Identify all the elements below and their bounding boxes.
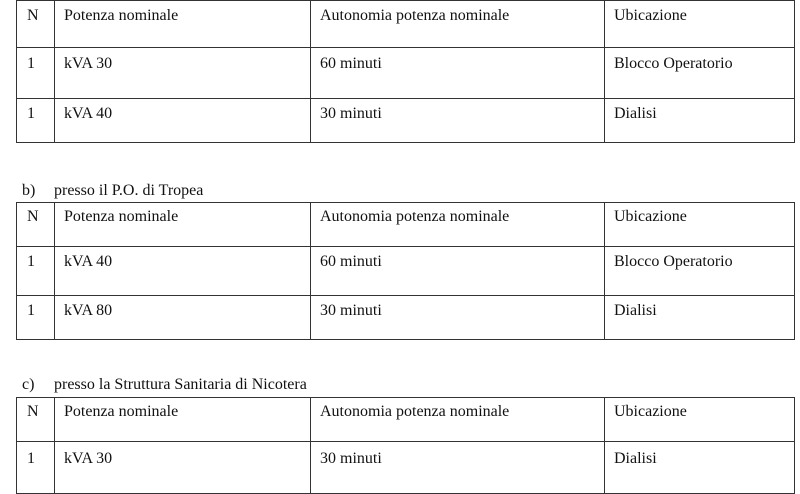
section-b-text: presso il P.O. di Tropea [54,182,204,199]
header-potenza-nominale: Potenza nominale [55,203,311,247]
cell-n: 1 [17,247,55,296]
header-ubicazione: Ubicazione [605,398,795,442]
cell-ubicazione: Blocco Operatorio [605,247,795,296]
section-b-title [22,182,203,200]
table-row [17,99,795,143]
header-n: N [17,1,55,48]
header-potenza-nominale: Potenza nominale [55,398,311,442]
table-row [17,247,795,296]
generator-table-c [16,397,795,494]
generator-table-b [16,202,795,340]
generator-table-a [16,0,795,143]
cell-autonomia: 60 minuti [311,247,605,296]
header-autonomia: Autonomia potenza nominale [311,203,605,247]
header-n: N [17,203,55,247]
section-c-text: presso la Struttura Sanitaria di Nicotera [54,376,307,393]
section-c-letter: c) [22,376,35,393]
cell-ubicazione: Blocco Operatorio [605,48,795,99]
cell-potenza: kVA 40 [55,99,311,143]
cell-potenza: kVA 30 [55,442,311,494]
header-ubicazione: Ubicazione [605,1,795,48]
section-c-title [22,376,307,394]
header-n: N [17,398,55,442]
table-row [17,48,795,99]
cell-potenza: kVA 80 [55,296,311,340]
cell-autonomia: 60 minuti [311,48,605,99]
cell-n: 1 [17,99,55,143]
cell-autonomia: 30 minuti [311,442,605,494]
header-potenza-nominale: Potenza nominale [55,1,311,48]
cell-n: 1 [17,48,55,99]
cell-ubicazione: Dialisi [605,99,795,143]
table-header-row [17,398,795,442]
cell-n: 1 [17,442,55,494]
table-header-row [17,1,795,48]
table-row [17,442,795,494]
cell-potenza: kVA 30 [55,48,311,99]
cell-autonomia: 30 minuti [311,99,605,143]
header-ubicazione: Ubicazione [605,203,795,247]
cell-n: 1 [17,296,55,340]
section-b-letter: b) [22,182,36,199]
table-row [17,296,795,340]
cell-ubicazione: Dialisi [605,296,795,340]
header-autonomia: Autonomia potenza nominale [311,398,605,442]
cell-potenza: kVA 40 [55,247,311,296]
header-autonomia: Autonomia potenza nominale [311,1,605,48]
table-header-row [17,203,795,247]
cell-autonomia: 30 minuti [311,296,605,340]
cell-ubicazione: Dialisi [605,442,795,494]
